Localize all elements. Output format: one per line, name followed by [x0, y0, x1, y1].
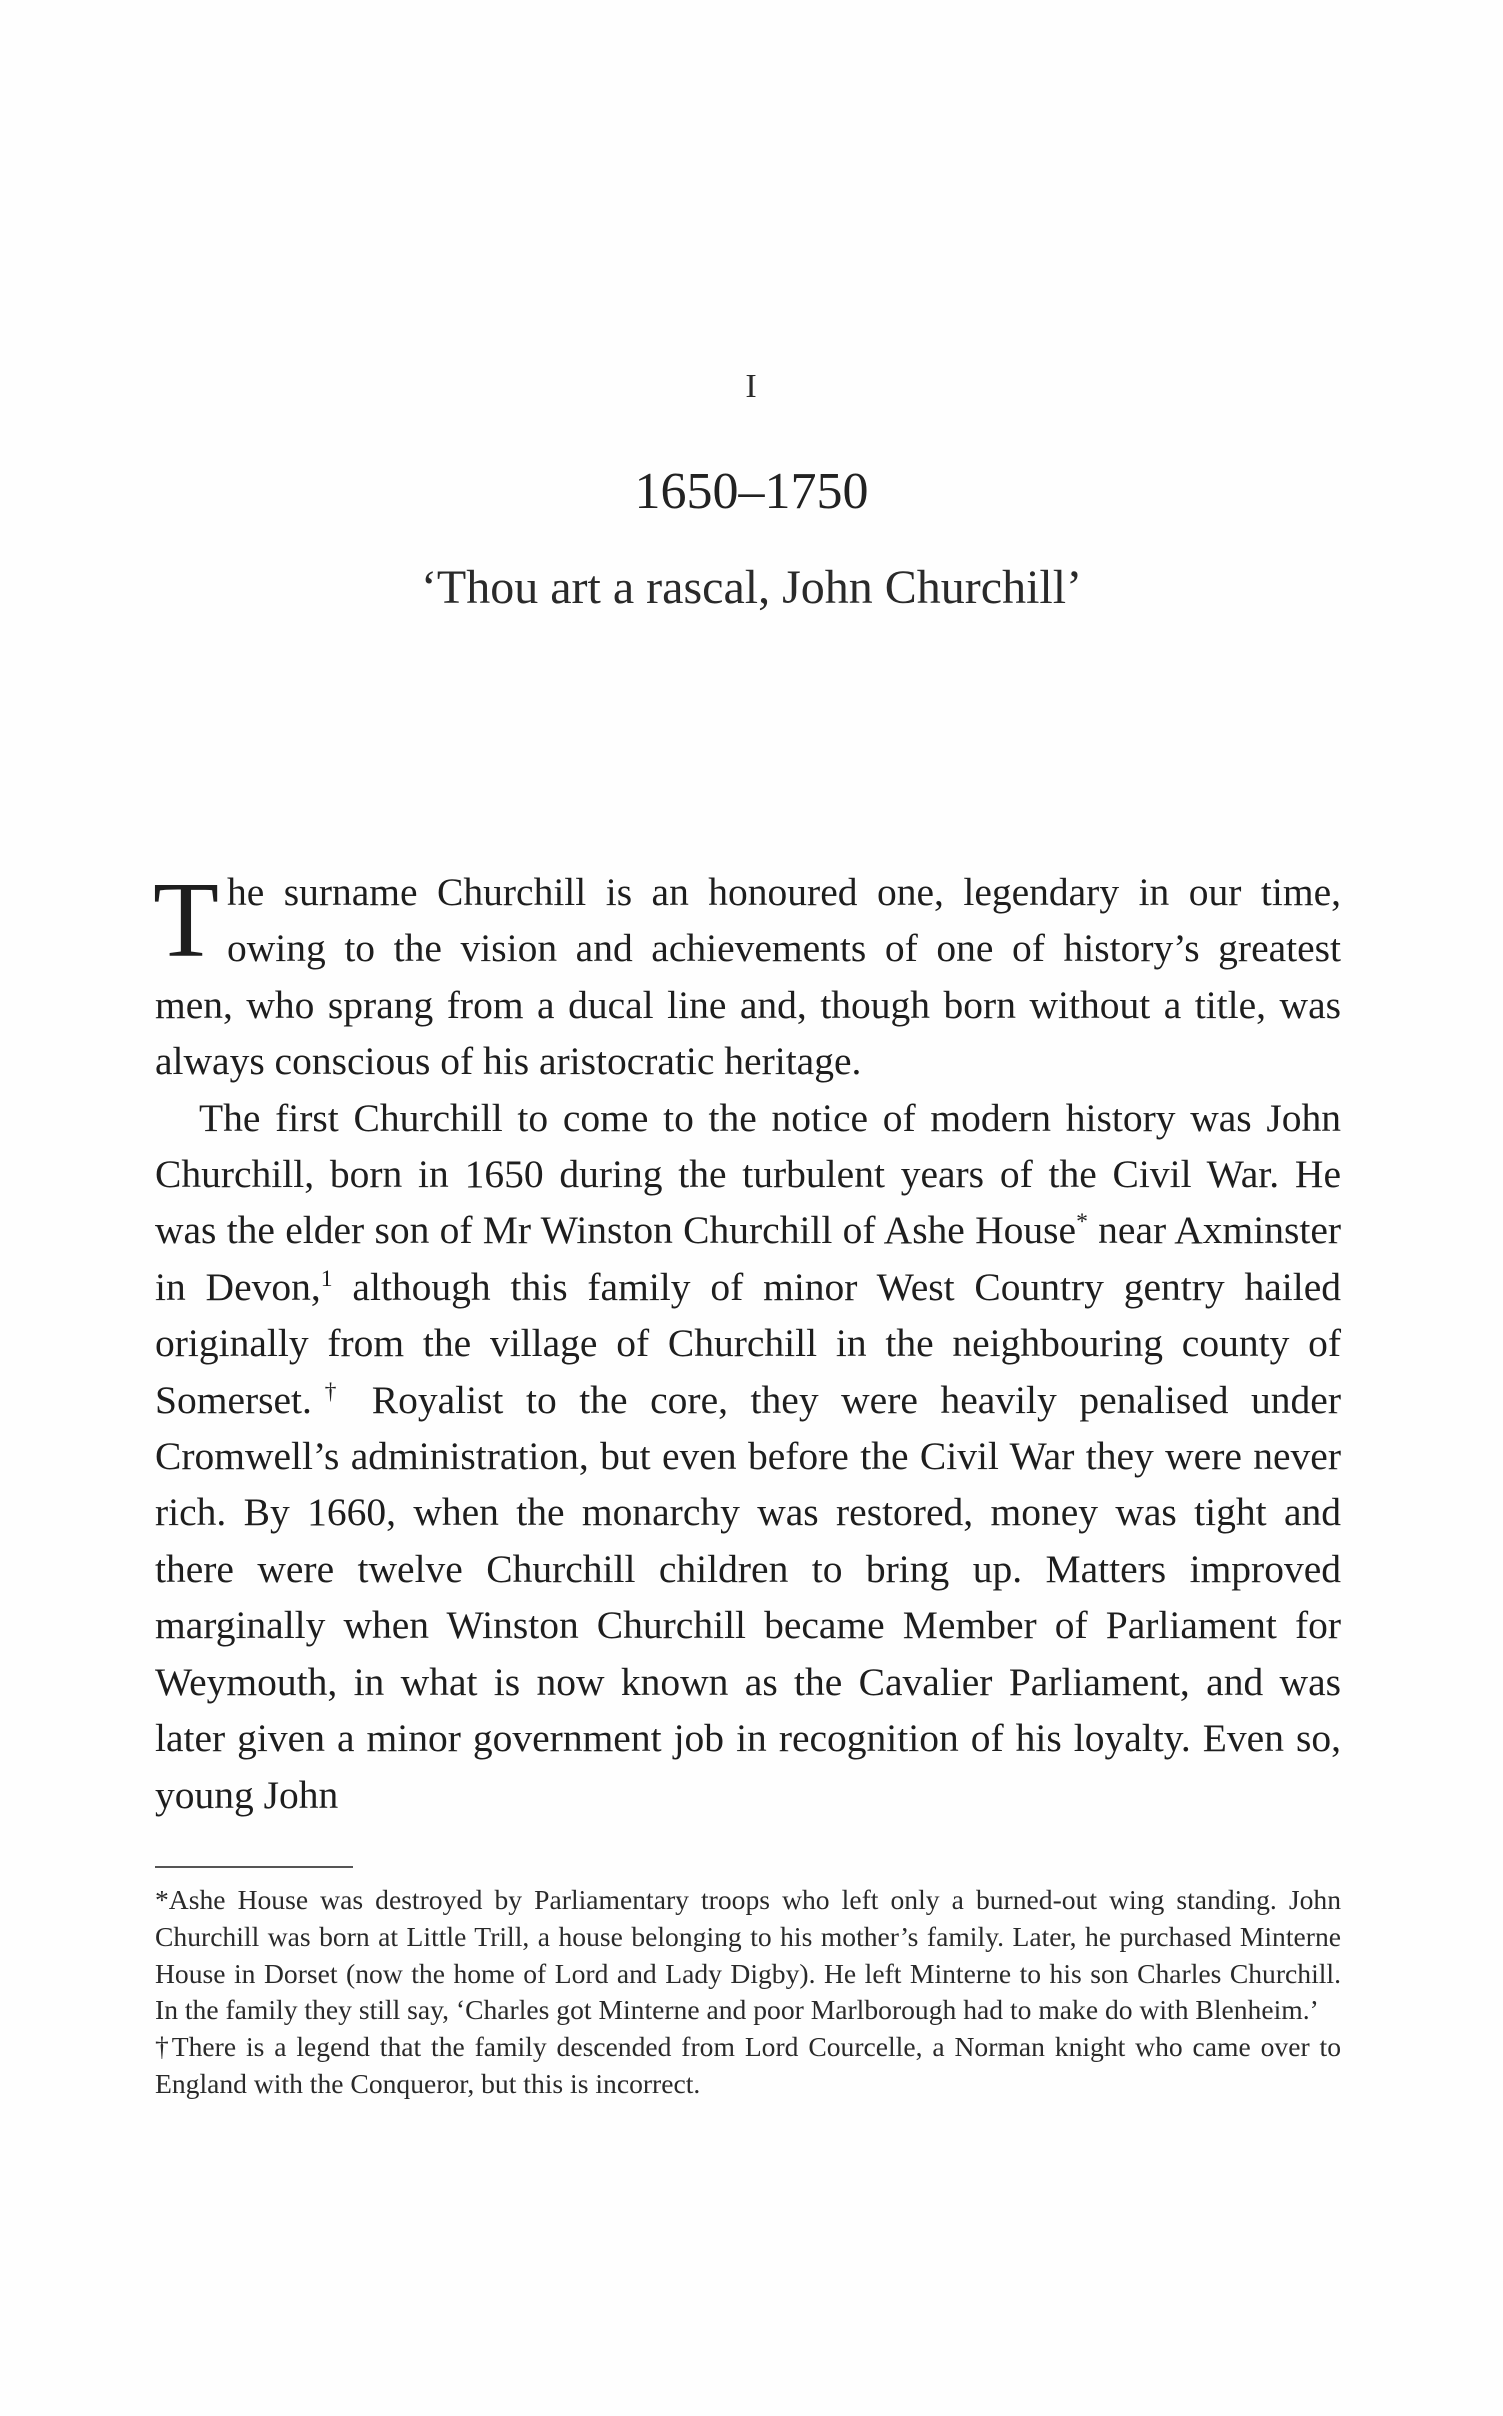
- footnote-divider: [155, 1866, 353, 1868]
- footnote-marker-dagger: †: [311, 1378, 350, 1405]
- footnote-dagger: †There is a legend that the family descended from Lord Courcelle, a Norman knight who came over to England with the Conqueror, but this is incorrect.: [155, 2031, 1341, 2099]
- paragraph-2-text-c: although this family of minor West Country gentry hailed originally from the village of Churchill in the neighbouring county of Somerset.: [155, 1264, 1341, 1422]
- chapter-number: I: [745, 368, 758, 405]
- footnote-asterisk: *Ashe House was destroyed by Parliamentary troops who left only a burned-out wing standing. John Churchill was born at Little Trill, a house belonging to his mother’s family. Later, he purchased Minterne House in Dorset (now the home of Lord and Lady Digby). He left Minterne to his son Charles Churchill. In the family they still say, ‘Charles got Minterne and poor Marlborough had to make do with Blenheim.’: [155, 1884, 1341, 2026]
- paragraph-1: [153, 861, 1341, 1090]
- paragraph-2-text-d: Royalist to the core, they were heavily penalised under Cromwell’s administration, but even before the Civil War they were never rich. By 1660, when the monarchy was restored, money was tight and there were twelve Churchill children to bring up. Matters improved marginally when Winston Churchill became Member of Parliament for Weymouth, in what is now known as the Cavalier Parliament, and was later given a minor government job in recognition of his loyalty. Even so, young John: [155, 1377, 1341, 1817]
- footnote-marker-asterisk: *: [1076, 1209, 1088, 1236]
- endnote-marker-1: 1: [320, 1265, 333, 1292]
- chapter-subtitle: ‘Thou art a rascal, John Churchill’: [420, 561, 1083, 614]
- paragraph-2: [155, 1090, 1341, 1823]
- chapter-title: 1650–1750: [634, 463, 869, 520]
- paragraph-2-text-a: The first Churchill to come to the notice of modern history was John Churchill, born in 1650 during the turbulent years of the Civil War. He was the elder son of Mr Winston Churchill of Ashe House: [155, 1095, 1341, 1253]
- paragraph-1-text: he surname Churchill is an honoured one, legendary in our time, owing to the vision and achievements of one of history’s greatest men, who sprang from a ducal line and, though born without a title, was always conscious of his aristocratic heritage.: [155, 870, 1341, 1084]
- paragraph-2-text-b: near Axminster in Devon,: [155, 1208, 1342, 1309]
- drop-cap: T: [153, 861, 219, 980]
- footnotes: [155, 1882, 1341, 2103]
- body-text: [153, 861, 1342, 1823]
